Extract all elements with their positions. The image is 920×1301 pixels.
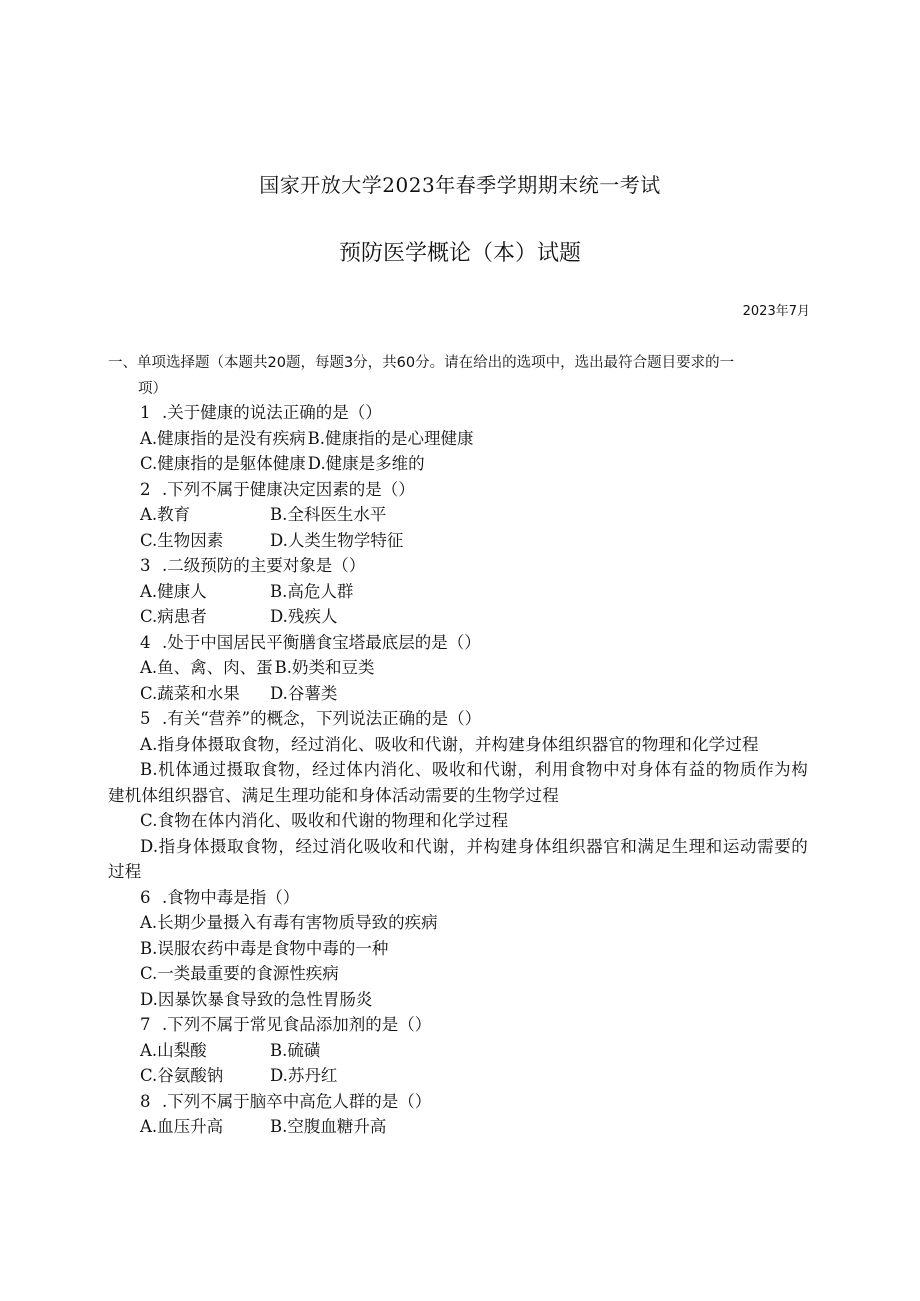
question-stem — [108, 885, 808, 911]
option-text: D.苏丹红 — [270, 1066, 338, 1085]
option-text: C.蔬菜和水果 — [140, 683, 240, 703]
question-number: 2 — [140, 479, 151, 499]
option-text: B.机体通过摄取食物，经过体内消化、吸收和代谢，利用食物中对身体有益的物质作为构建机体组织器官、满足生理功能和身体活动需要的生物学过程 — [108, 760, 808, 805]
question-number: 7 — [140, 1015, 151, 1034]
option-row — [108, 1038, 808, 1064]
question-item — [108, 1089, 808, 1140]
option-text: A.长期少量摄入有毒有害物质导致的疾病 — [140, 913, 438, 932]
exam-name: 国家开放大学2023年春季学期期末统一考试 — [259, 173, 661, 197]
option-text: A.健康指的是没有疾病 — [140, 428, 306, 448]
option-text: C.生物因素 — [140, 530, 224, 550]
page-title: 预防医学概论（本）试题 — [338, 241, 581, 266]
question-text: .下列不属于脑卒中高危人群的是（） — [162, 1091, 432, 1111]
question-text: .关于健康的说法正确的是（） — [162, 403, 382, 422]
question-stem — [108, 553, 808, 579]
section-heading — [108, 350, 808, 402]
question-stem — [108, 400, 808, 426]
question-stem — [108, 477, 808, 503]
question-text: .食物中毒是指（） — [162, 887, 300, 907]
option-text: A.山梨酸 — [140, 1040, 207, 1060]
question-text: .二级预防的主要对象是（） — [162, 556, 366, 575]
question-stem — [108, 706, 808, 732]
option-row — [108, 681, 808, 707]
option-text: B.全科医生水平 — [270, 505, 387, 524]
question-number: 1 — [140, 403, 151, 422]
option-text: A.鱼、禽、肉、蛋 — [140, 658, 273, 677]
option-text: B.硫磺 — [270, 1040, 321, 1060]
option-text: C.健康指的是躯体健康 — [140, 454, 306, 473]
question-list — [108, 400, 808, 1140]
option-text: B.空腹血糖升高 — [270, 1117, 387, 1136]
option-text: B.高危人群 — [270, 581, 354, 601]
option-row — [108, 502, 808, 528]
question-text: .处于中国居民平衡膳食宝塔最底层的是（） — [162, 632, 481, 652]
question-text: .下列不属于常见食品添加剂的是（） — [162, 1015, 432, 1034]
option-row — [108, 1114, 808, 1140]
option-text: D.谷薯类 — [270, 683, 338, 703]
question-item — [108, 630, 808, 707]
question-number: 3 — [140, 556, 151, 575]
question-item — [108, 477, 808, 554]
option-text: C.食物在体内消化、吸收和代谢的物理和化学过程 — [140, 811, 509, 830]
option-row — [108, 579, 808, 605]
question-text: .有关“营养”的概念，下列说法正确的是（） — [162, 709, 482, 728]
option-text: B.健康指的是心理健康 — [307, 428, 474, 448]
option-row — [108, 426, 808, 452]
question-stem — [108, 630, 808, 656]
option-text: B.奶类和豆类 — [274, 658, 375, 677]
question-number: 5 — [140, 709, 151, 728]
option-row — [108, 1063, 808, 1089]
option-text: D.因暴饮暴食导致的急性胃肠炎 — [140, 989, 373, 1009]
question-stem — [108, 1012, 808, 1038]
option-text: B.误服农药中毒是食物中毒的一种 — [140, 938, 389, 958]
question-text: .下列不属于健康决定因素的是（） — [162, 479, 415, 499]
option-text: C.谷氨酸钠 — [140, 1066, 224, 1085]
option-row — [108, 655, 808, 681]
option-text: A.健康人 — [140, 581, 207, 601]
option-text: C.一类最重要的食源性疾病 — [140, 964, 339, 983]
question-item — [108, 400, 808, 477]
question-item — [108, 706, 808, 885]
exam-date: 2023年7月 — [742, 304, 810, 319]
option-text: D.残疾人 — [270, 607, 338, 626]
question-item — [108, 553, 808, 630]
section-heading-line2: 项） — [138, 381, 167, 397]
question-number: 8 — [140, 1091, 151, 1111]
question-number: 4 — [140, 632, 151, 652]
option-text: D.人类生物学特征 — [270, 530, 404, 550]
option-text: A.指身体摄取食物，经过消化、吸收和代谢，并构建身体组织器官的物理和化学过程 — [140, 734, 759, 754]
option-row — [108, 451, 808, 477]
option-text: D.健康是多维的 — [307, 454, 425, 473]
option-text: D.指身体摄取食物，经过消化吸收和代谢，并构建身体组织器官和满足生理和运动需要的过程 — [108, 836, 808, 881]
option-text: A.教育 — [140, 505, 191, 524]
question-item — [108, 1012, 808, 1089]
option-text: C.病患者 — [140, 607, 207, 626]
question-item — [108, 885, 808, 1013]
option-row — [108, 604, 808, 630]
option-text: A.血压升高 — [140, 1117, 224, 1136]
option-row — [108, 528, 808, 554]
section-heading-line1: 一、单项选择题（本题共20题，每题3分，共60分。请在给出的选项中，选出最符合题目要求的一 — [108, 355, 735, 371]
question-number: 6 — [140, 887, 151, 907]
question-stem — [108, 1089, 808, 1115]
